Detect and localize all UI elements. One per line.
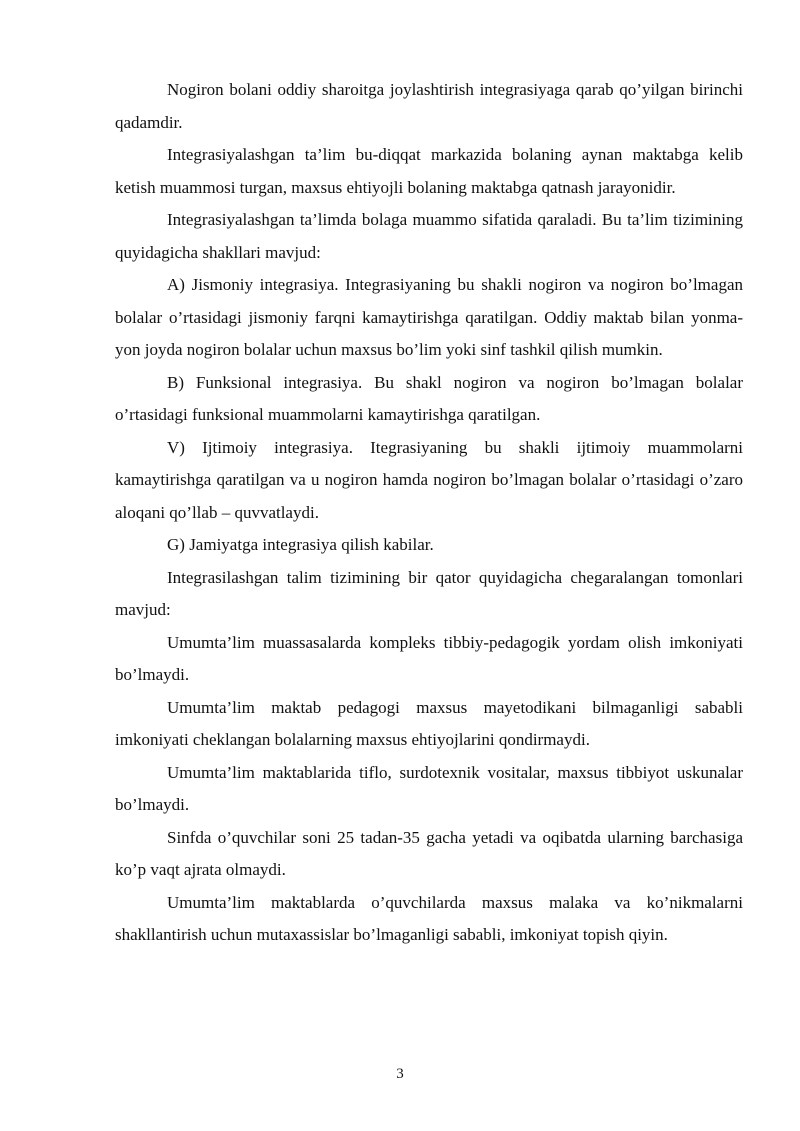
- paragraph: Umumta’lim maktab pedagogi maxsus mayetodikani bilmaganligi sababli imkoniyati cheklangan bolalarning maxsus ehtiyojlarini qondirmaydi.: [115, 697, 743, 749]
- paragraph: A) Jismoniy integrasiya. Integrasiyaning bu shakli nogiron va nogiron bo’lmagan bolalar o’rtasidagi jismoniy farqni kamaytirishga qaratilgan. Oddiy maktab bilan yonma-yon joyda nogiron bolalar uchun maxsus bo’lim yoki sinf tashkil qilish mumkin.: [115, 275, 743, 359]
- paragraph: Umumta’lim maktablarida tiflo, surdotexnik vositalar, maxsus tibbiyot uskunalar bo’lmaydi.: [115, 762, 743, 814]
- paragraph: Sinfda o’quvchilar soni 25 tadan-35 gacha yetadi va oqibatda ularning barchasiga ko’p vaqt ajrata olmaydi.: [115, 827, 743, 879]
- paragraph: Integrasilashgan talim tizimining bir qator quyidagicha chegaralangan tomonlari mavjud:: [115, 567, 743, 619]
- paragraph: Umumta’lim maktablarda o’quvchilarda maxsus malaka va ko’nikmalarni shakllantirish uchun mutaxassislar bo’lmaganligi sababli, imkoniyat topish qiyin.: [115, 892, 743, 944]
- paragraph: B) Funksional integrasiya. Bu shakl nogiron va nogiron bo’lmagan bolalar o’rtasidagi funksional muammolarni kamaytirishga qaratilgan.: [115, 372, 743, 424]
- paragraph: G) Jamiyatga integrasiya qilish kabilar.: [167, 535, 434, 554]
- paragraph: V) Ijtimoiy integrasiya. Itegrasiyaning bu shakli ijtimoiy muammolarni kamaytirishga qaratilgan va u nogiron hamda nogiron bo’lmagan bolalar o’rtasidagi o’zaro aloqani qo’llab – quvvatlaydi.: [115, 437, 743, 522]
- paragraph: Umumta’lim muassasalarda kompleks tibbiy-pedagogik yordam olish imkoniyati bo’lmaydi.: [115, 632, 743, 684]
- paragraph: Integrasiyalashgan ta’lim bu-diqqat markazida bolaning aynan maktabga kelib ketish muammosi turgan, maxsus ehtiyojli bolaning maktabga qatnash jarayonidir.: [115, 145, 743, 197]
- document-body: [115, 74, 743, 952]
- page-number: 3: [396, 1066, 404, 1082]
- paragraph: Nogiron bolani oddiy sharoitga joylashtirish integrasiyaga qarab qo’yilgan birinchi qadamdir.: [115, 80, 743, 132]
- paragraph: Integrasiyalashgan ta’limda bolaga muammo sifatida qaraladi. Bu ta’lim tizimining quyidagicha shakllari mavjud:: [115, 210, 743, 262]
